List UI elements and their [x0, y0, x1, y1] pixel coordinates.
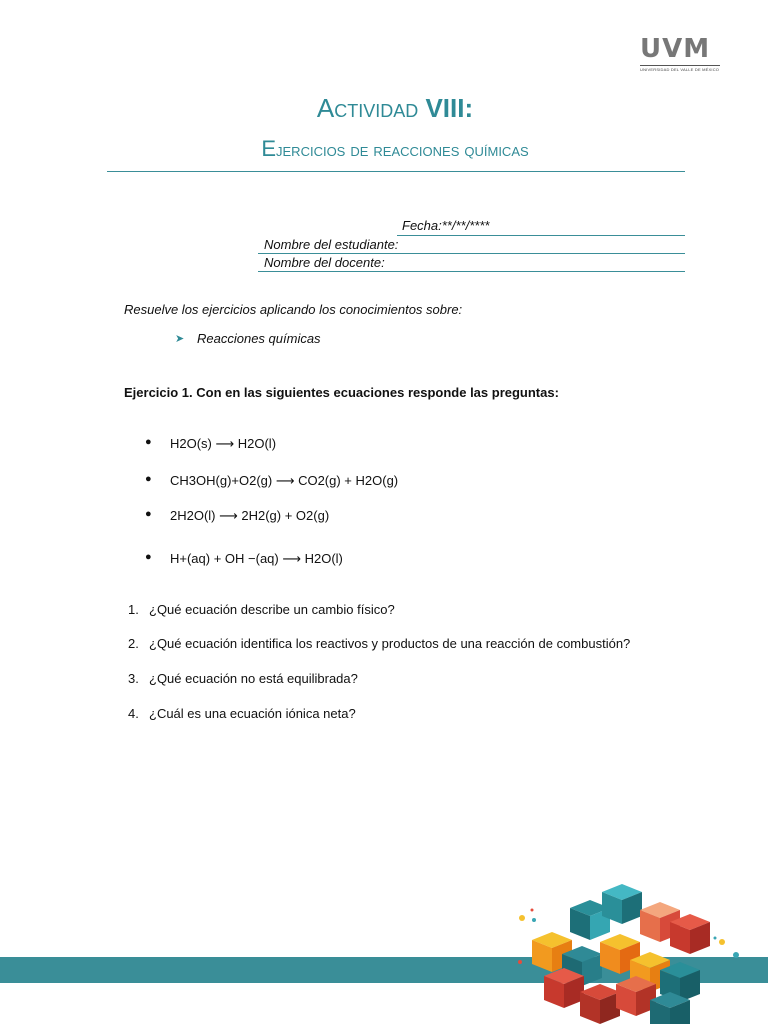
question-number: 3.: [128, 671, 139, 686]
logo-text: UVM: [640, 34, 711, 64]
question-text: ¿Qué ecuación identifica los reactivos y productos de una reacción de combustión?: [149, 636, 631, 651]
topic-label: Reacciones químicas: [197, 331, 321, 346]
intro-text: Resuelve los ejercicios aplicando los conocimientos sobre:: [124, 302, 463, 317]
fecha-field: Fecha:**/**/****: [402, 218, 490, 233]
exercise-title: Ejercicio 1. Con en las siguientes ecuaciones responde las preguntas:: [124, 385, 559, 400]
title-prefix: A: [316, 93, 335, 123]
bullet-icon: ●: [145, 436, 152, 448]
question-text: ¿Cuál es una ecuación iónica neta?: [149, 706, 356, 721]
logo-tagline: UNIVERSIDAD DEL VALLE DE MÉXICO: [640, 67, 720, 72]
decorative-cubes-graphic: [510, 880, 768, 1024]
question-text: ¿Qué ecuación describe un cambio físico?: [149, 602, 395, 617]
title-rest: ctividad: [334, 93, 419, 123]
equation-text: H+(aq) + OH −(aq) ⟶ H2O(l): [170, 551, 343, 566]
subtitle-initial: E: [261, 136, 277, 161]
equation-text: CH3OH(g)+O2(g) ⟶ CO2(g) + H2O(g): [170, 473, 399, 488]
question-text: ¿Qué ecuación no está equilibrada?: [149, 671, 358, 686]
question-number: 4.: [128, 706, 139, 721]
bullet-icon: ●: [145, 551, 152, 563]
uvm-logo: [640, 36, 720, 72]
page-subtitle: [0, 136, 768, 162]
title-divider: [107, 171, 685, 172]
subtitle-rest: jercicios de reacciones químicas: [276, 140, 529, 160]
question-number: 1.: [128, 602, 139, 617]
student-line: [258, 253, 685, 254]
equation-text: H2O(s) ⟶ H2O(l): [170, 436, 277, 451]
title-roman: VIII:: [425, 93, 474, 123]
question-number: 2.: [128, 636, 139, 651]
teacher-line: [258, 271, 685, 272]
bullet-icon: ●: [145, 473, 152, 485]
student-name-field: Nombre del estudiante:: [264, 237, 399, 252]
fecha-line: [397, 235, 685, 236]
bullet-icon: ●: [145, 508, 152, 520]
page-title: [0, 93, 768, 124]
arrow-bullet-icon: ➤: [175, 333, 185, 345]
equation-text: 2H2O(l) ⟶ 2H2(g) + O2(g): [170, 508, 330, 523]
teacher-name-field: Nombre del docente:: [264, 255, 385, 270]
